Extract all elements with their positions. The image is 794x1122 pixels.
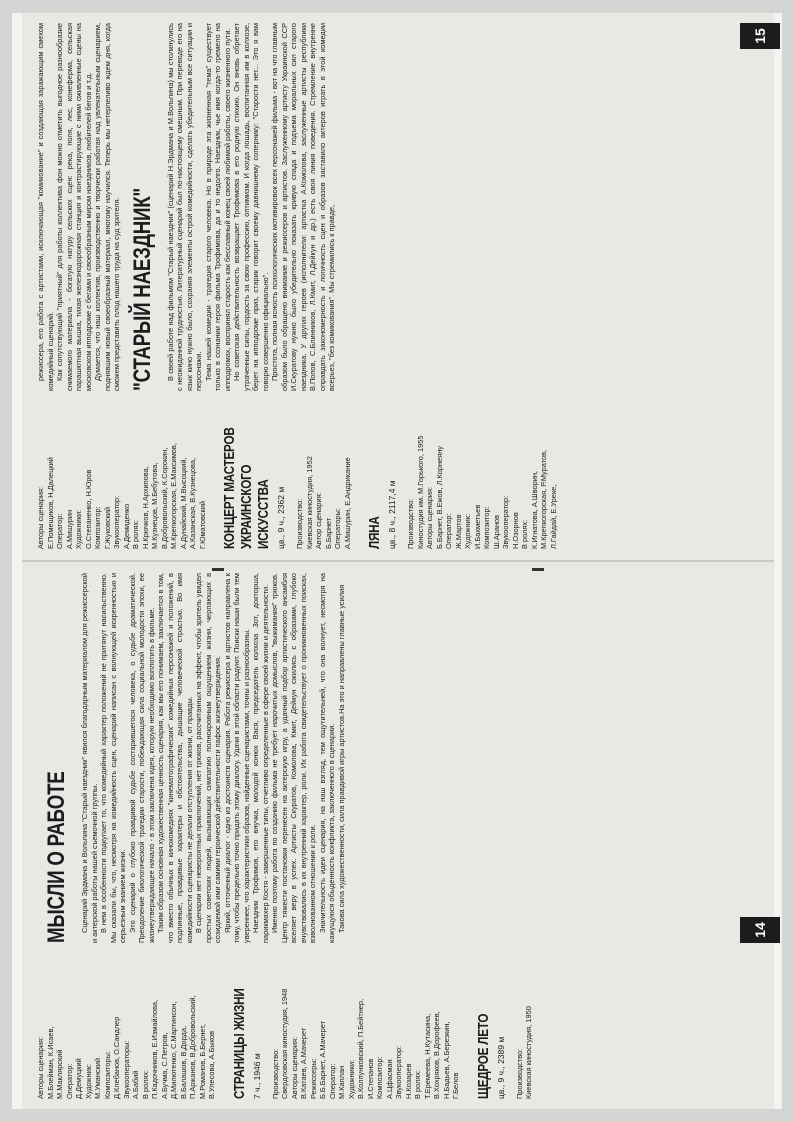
credit-line: А.Бучма, С.Петров, <box>159 1032 169 1099</box>
film-meta: цв., 8 ч., 2117,4 м <box>387 480 397 549</box>
credit-line: Авторы сценария: <box>289 1036 299 1099</box>
paragraph: Яркий, отточенный диалог - одно из достоинств сценария. Работа режиссера и артистов направлена к тому, чтобы предельно точно придать этому диалогу. Удачи в этой области радуют. Поиски наши были тем увереннее, что характеристики образов, найденные сценаристами, точны и разнообразны. <box>222 573 251 943</box>
credit-line: Оператор: <box>327 1063 337 1099</box>
page-14 <box>36 573 768 1099</box>
credit-line: Художник: <box>83 1064 93 1099</box>
paragraph: режиссера, его работа с артистами, исключающая "комикование" и создающая заражающим смехом комедийный сценарий. <box>36 23 55 391</box>
film-title: ЩЕДРОЕ ЛЕТО <box>474 1013 492 1099</box>
credit-line: А.Дунайский, М.Высоцкий, <box>178 457 188 549</box>
article-body <box>166 23 337 391</box>
article-column-right <box>36 23 758 391</box>
credit-line: В.Катаев, А.Мачерет <box>299 1027 308 1099</box>
page-number: 15 <box>740 23 780 49</box>
article-body <box>80 573 346 943</box>
credits-block <box>271 951 461 1099</box>
credits-block <box>406 399 558 549</box>
scan-mark <box>212 568 224 571</box>
credit-line: Н.Крючков, Н.Архипова, <box>140 466 150 549</box>
credit-line: Композитор: <box>482 506 491 549</box>
credit-line: Киностудия им. М.Горького, 1955 <box>415 435 425 549</box>
paragraph: Думается, что наш коллектив, производственно и творчески работая над увлекательным сценарием, поднявшим новый своеобразный материал, многому научился. Теперь мы нетерпеливо ждем дня, когда сможем представить плод нашего труда на суд зрителя. <box>93 23 121 391</box>
scan-mark <box>532 568 544 571</box>
credit-line: Н.Озорнов <box>510 512 520 549</box>
paragraph: Простота, полная ясность психологических мотивировок всех персонажей фильма - вот на что главным образом было обращено внимание и режиссеров и артистов. Заслуженному артисту Украинской ССР И.Скуратову нужно было убедительно показать кривую спада и подъема моральных сил старого наездника. У других героев (исполнители: артистка А.Комолова, заслуженные артисты республики В.Попов, С.Блинников, Л.Кмит, Л.Дейкун и др.) есть своя линия поведения. Стремление внутренне оправдать закономерность и логичность сцен и образов заставило актеров играть в этой комедии всерьез, "без комикования". Мы стремились к правде, <box>270 23 336 391</box>
credit-line: Б.Барнет, В.Ежов, Л.Корнеяну <box>434 446 444 549</box>
credit-line: Режиссеры: <box>308 1058 318 1099</box>
article-title: МЫСЛИ О РАБОТЕ <box>43 771 70 943</box>
credit-line: М.Крепкогорская, Е.Максимов, <box>169 443 178 549</box>
credit-line: Е.Помещиков, Н.Далецкий <box>45 457 55 549</box>
paragraph: Таким образом основная художественная ценность сценария, как мы его понимаем, заключается в том, что вместо обычных в кинокомедиях "кинематографических" комедийных персонажей и положений, в подлинные, правдивые характеры и обстоятельства, дышащие человеческой страстью. Во имя комедийности сценаристы не делали отступления от жизни, от правды. <box>156 573 194 943</box>
credit-line: Д.Клебанов, О.Сандлер <box>112 1016 121 1099</box>
credit-line: Оператор: <box>444 513 453 549</box>
paragraph: Наездник Трофимов, его внучка, молодой конюх Вася, председатель колхоза Зот, докторша, парикмахер Костя - завершенные типы, отчетливо определенные в сфере своей жизни и деятельности. <box>251 573 270 943</box>
credit-line: А.Мишурин, Е.Андрикание <box>342 457 352 549</box>
credit-line: Оператор: <box>64 1063 74 1099</box>
credit-line: Ж.Мартов <box>453 514 463 549</box>
film-title: КОНЦЕРТ МАСТЕРОВ УКРАИНСКОГО ИСКУССТВА <box>221 427 272 549</box>
credit-line: Л.Гайдай, Е.Уреке, <box>548 484 558 549</box>
paragraph: Сценарий Эрдмана и Вольпина "Старый наездник" явился благодарным материалом для режиссерской и актерской работы нашей съемочной группы. <box>80 573 99 943</box>
credit-line: М.Маклярский <box>55 1049 64 1099</box>
credit-line: В ролях: <box>520 519 529 549</box>
credit-line: В.Добровольский, К.Сорокин, <box>159 447 169 549</box>
credit-line: Киевская киностудия, 1950 <box>524 1006 533 1099</box>
credit-line: В ролях: <box>140 1069 150 1099</box>
credit-line: О.Степаненко, Н.Юров <box>83 469 93 549</box>
article-lead <box>36 23 122 391</box>
credits-column-left <box>36 951 758 1099</box>
credit-line: Д.Демуцкий <box>74 1058 83 1099</box>
credit-line: М.Уманский <box>93 1057 102 1099</box>
credit-line: П.Кадочников, Е.Измайлова, <box>150 999 159 1099</box>
credit-line: К.Игнатова, А.Шворин, <box>529 471 539 549</box>
book-fold <box>22 560 774 562</box>
credit-line: Производство: <box>406 498 415 549</box>
credit-line: Звукооператор: <box>394 1045 403 1099</box>
credit-line: Художник: <box>463 514 472 549</box>
credit-line: И.Бахметьев <box>472 504 482 549</box>
credit-line: А.Бабий <box>131 1070 140 1099</box>
credit-line: И.Степанов <box>365 1058 375 1099</box>
credit-line: Киевская киностудия, 1952 <box>304 456 314 549</box>
film-meta: цв., 9 ч., 2362 м <box>276 486 286 549</box>
credit-line: В.Колпунковский, П.Бейтнер, <box>356 998 365 1099</box>
credit-line: Звукооператор: <box>501 495 510 549</box>
paragraph: Это сценарий о глубоко правдивой судьбе состарившегося человека, о судьбе драматической. Преодоление биологической трагедии старости, побеждающая сила социальной молодости эпохи, ее жизнеутверждающее начало - в этом заключена идея, которую необходимо воплотить в фильме. <box>127 573 156 943</box>
credit-line: Художники: <box>346 1059 356 1099</box>
article-title: "СТАРЫЙ НАЕЗДНИК" <box>128 187 156 391</box>
credit-line: В ролях: <box>413 1069 422 1099</box>
credits-block <box>295 399 352 549</box>
credit-line: Производство: <box>295 498 304 549</box>
paragraph: В сценарии нет невероятных приключений, нет трюков, рассчитанных на эффект, чтобы зритель увидел простых советских людей, вызывающих симпатию полнокровным ощущением жизни, черпающих в созидаемой ими самими героической действительности пафос жизнеутверждения. <box>194 573 222 943</box>
credit-line: Оператор: <box>55 513 64 549</box>
credit-line: М.Блейман, К.Исаев, <box>45 1026 55 1099</box>
rotated-document-spread <box>12 13 782 1109</box>
scan-edge-bottom <box>774 13 782 1109</box>
credit-line: В ролях: <box>131 519 140 549</box>
credit-line: А.Цфасман <box>384 1059 394 1099</box>
page-number: 14 <box>740 917 780 943</box>
paragraph: Как сопутствующий "приятный" для работы коллектива фон можно отметить выгодное разнообразие снимаемого материала - богатую натуру сельских сцен: река, поля, лес, конеферма, сельская парашютная вышка, тихая железнодорожная станция и контрастирующие с ними оживленные сцены на московском ипподроме с бегами и своеобразным миром наездников, любителей бегов и т.д. <box>55 23 93 391</box>
paragraph: Такова сила художественности, сила правдивой игры артистов.На это и направлены главные усилия <box>336 584 346 933</box>
paragraph: Значительность идеи сценария, на наш взгляд, тем ощутительней, что она волнует, несмотря на кажущуюся обыденность конфликта, заключенного в сценарии. <box>317 573 336 943</box>
article-column-left <box>36 573 758 943</box>
credit-line: М.Каплан <box>337 1065 346 1099</box>
credit-line: М.Романов, Б.Бернет, <box>197 1024 207 1099</box>
credit-line: А.Демиденко <box>121 503 131 549</box>
credit-line: Производство: <box>514 1048 524 1099</box>
credit-line: В.Улесова, А.Быков <box>207 1030 216 1099</box>
credit-line: Композитор: <box>375 1056 384 1099</box>
credit-line: Операторы: <box>333 508 342 549</box>
paragraph: Именно поэтому работа по созданию фильма не требует нарочитых домыслов, "выжимания" трюков. Центр тяжести постановки перенесен на актерскую игру, а удачный подбор артистического ансамбля вселяет веру в успех. Артисты Скуратов, Комолова, Кмит, Дейкун сжились с образами, глубоко вчувствовались в их внутренний характер, роли. Их работа свидетельствует о проникновенных поисках, взволнованном отношении к роли. <box>270 573 317 943</box>
credit-line: Звукооператоры: <box>121 1040 131 1099</box>
credits-block <box>515 951 534 1099</box>
film-title: СТРАНИЦЫ ЖИЗНИ <box>230 988 248 1099</box>
film-meta: 7 ч., 1946 м <box>251 1053 262 1099</box>
credit-line: Звукооператор: <box>112 495 121 549</box>
paragraph: Но советская действительность возвращает Трофимова в его родную стихию. Он вновь обретает утраченные силы, гордость за свою профессию, оптимизм. И когда лошадь, воспитанная им в колхозе, берет на ипподроме приз, старик говорит своему давнишнему сопернику: "Старости нет... Это я вам говорю совершенно официально". <box>232 23 270 391</box>
credit-line: Г.Жуковский <box>102 506 112 549</box>
credit-line: Т.Еремеева, Н.Кутасина, <box>422 1013 432 1099</box>
paragraph: В своей работе над фильмом "Старый наездник" (сценарий Н.Эрдмана и М.Вольпина) мы столкнулись с неожиданной трудностью. Литературный сценарий был по-настоящему смешным. При переводе его на язык кино нужно было, сохраняя элементы острой комедийности, сделать убедительным все ситуации и персонажи. <box>165 23 203 391</box>
credit-line: А.Казанская, В.Кузнецова, <box>188 457 197 549</box>
credit-line: П.Аржанов, В.Добровольский, <box>188 995 197 1099</box>
credit-line: Художники: <box>74 509 83 549</box>
paragraph: Тема нашей комедии - трагедия старого человека. Но в природе эта жизненная "тема" существует только в сознании героя фильма Трофимова, да и то недолго. Наездник, чье имя когда-то гремело на ипподромах, воспринял старость как бесславный конец своей любимой работы, своего жизненного пути. <box>203 23 232 391</box>
credit-line: Б.Б.Барнет, А.Мачерет <box>318 1021 327 1099</box>
credits-block <box>36 399 207 549</box>
film-title: ЛЯНА <box>366 516 383 549</box>
credit-line: А.Мишурин <box>64 509 74 549</box>
credit-line: Авторы сценария: <box>36 1036 45 1099</box>
credit-line: М.Кузнецов, М.Бебутова, <box>150 462 159 549</box>
credit-line: Ш.Аранов <box>491 514 501 549</box>
credit-line: Н.Козарев <box>403 1063 413 1099</box>
credit-line: Г.Белов <box>451 1072 460 1099</box>
credit-line: Г.Юматовский <box>197 500 207 549</box>
credit-line: Авторы сценария: <box>36 486 45 549</box>
credit-line: Производство: <box>270 1048 280 1099</box>
credits-block <box>36 951 217 1099</box>
credit-line: В.Хохряков, В.Дорофеев, <box>432 1011 441 1099</box>
credit-line: М.Крепкогорская, Р.Муратов, <box>539 449 548 549</box>
credit-line: Свердловская киностудия, 1948 <box>280 988 289 1099</box>
credit-line: Б.Барнет <box>323 517 333 549</box>
credit-line: Н.Бадьев, А.Березкин, <box>441 1021 451 1099</box>
credits-column-right <box>36 399 758 549</box>
credit-line: Композитор: <box>93 506 102 549</box>
page-15 <box>36 23 768 549</box>
scan-edge-top <box>12 13 22 1109</box>
credit-line: В.Балашов, В.Дорда, <box>178 1025 188 1099</box>
credit-line: Авторы сценария: <box>425 486 434 549</box>
credit-line: Автор сценария: <box>314 492 323 549</box>
credit-line: Композиторы: <box>102 1051 112 1099</box>
film-meta: цв., 9 ч., 2389 м <box>495 1036 506 1099</box>
credit-line: Д.Милютенко, С.Мартинсон, <box>169 1001 178 1099</box>
paragraph: В нем в особенности подкупает то, что комедийный характер положений не притянут насильственно. Мы сказали бы, что, несмотря на комедийность сцен, сценарий написан с волнующей искренностью и серьезным знанием жизни. <box>99 573 127 943</box>
